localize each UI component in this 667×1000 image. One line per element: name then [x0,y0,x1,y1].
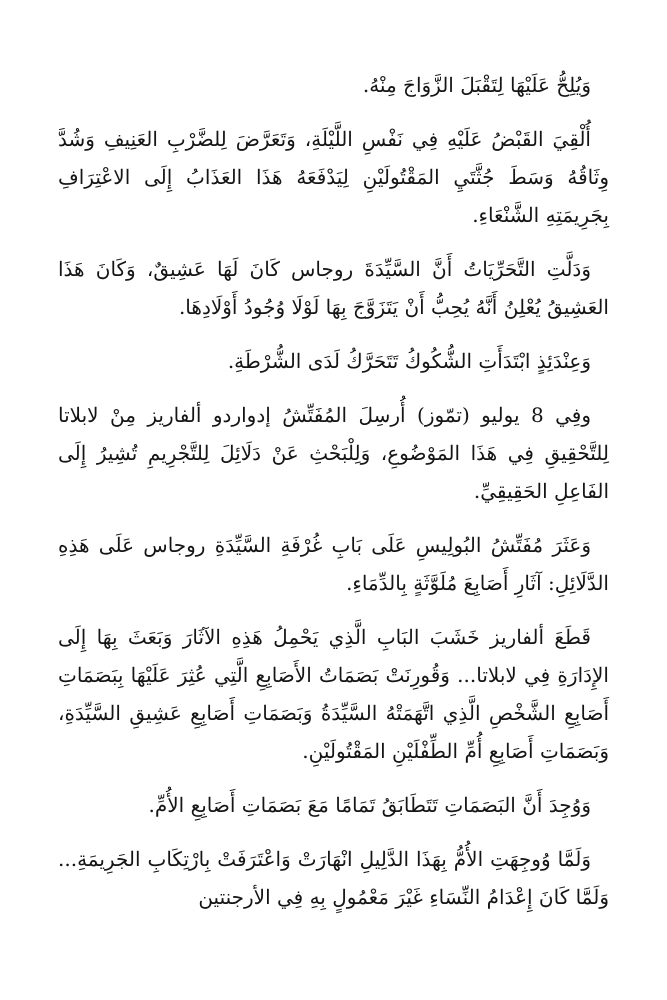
paragraph-3: وَدَلَّتِ التَّحَرِّيَاتُ أَنَّ السَّيِّدَةَ روجاس كَانَ لَهَا عَشِيقٌ، وَكَانَ هَذَا العَشِيقُ يُعْلِنُ أَنَّهُ يُحِبُّ أَنْ يَتَزَوَّجَ بِهَا لَوْلَا وُجُودُ أَوْلَادِهَا. [58,257,609,319]
paragraph-9: وَلَمَّا وُوجِهَتِ الأُمُّ بِهَذَا الدَّلِيلِ انْهَارَتْ وَاعْتَرَفَتْ بِارْتِكَابِ الجَرِيمَةِ... وَلَمَّا كَانَ إِعْدَامُ النِّسَاءِ غَيْرَ مَعْمُولٍ بِهِ فِي الأرجنتين [58,847,609,909]
paragraph-2: أُلْقِيَ القَبْضُ عَلَيْهِ فِي نَفْسِ اللَّيْلَةِ، وَتَعَرَّضَ لِلضَّرْبِ العَنِيفِ وَشُدَّ وِثَاقُهُ وَسَطَ جُثَّتَيِ المَقْتُولَيْنِ لِيَدْفَعَهُ هَذَا العَذَابُ إِلَى الاعْتِرَافِ بِجَرِيمَتِهِ الشَّنْعَاءِ. [58,127,609,227]
paragraph-5: وفِي 8 يوليو (تمّوز) أُرسِلَ المُفَتِّشُ إدواردو ألفاريز مِنْ لابلاتا لِلتَّحْقِيقِ فِي هَذَا المَوْضُوعِ، وَلِلْبَحْثِ عَنْ دَلَائِلَ لِلتَّجْرِيمِ تُشِيرُ إِلَى الفَاعِلِ الحَقِيقِيِّ. [58,403,609,503]
paragraph-7: قَطَعَ ألفاريز خَشَبَ البَابِ الَّذِي يَحْمِلُ هَذِهِ الآثَارَ وَبَعَثَ بِهَا إِلَى الإِدَارَةِ فِي لابلاتا... وَقُورِنَتْ بَصَمَاتُ الأَصَابِعِ الَّتِي عُثِرَ عَلَيْهَا بِبَصَمَاتِ أَصَابِعِ الشَّخْصِ الَّذِي اتَّهَمَتْهُ السَّيِّدَةُ وَبَصَمَاتِ أَصَابِعِ عَشِيقِ السَّيِّدَةِ، وَبَصَمَاتِ أَصَابِعِ أُمِّ الطِّفْلَيْنِ المَقْتُولَيْنِ. [58,625,609,763]
paragraph-1: وَيُلِحُّ عَلَيْهَا لِتَقْبَلَ الزَّوَاجَ مِنْهُ. [362,73,591,97]
paragraph-8: وَوُجِدَ أَنَّ البَصَمَاتِ تَتَطَابَقُ تَمَامًا مَعَ بَصَمَاتِ أَصَابِعِ الأُمِّ. [148,793,591,817]
paragraph-6: وَعَثَرَ مُفَتِّشُ البُولِيسِ عَلَى بَابِ غُرْفَةِ السَّيِّدَةِ روجاس عَلَى هَذِهِ الدَّلَائِلِ: آثَارِ أَصَابِعَ مُلَوَّثَةٍ بِالدِّمَاءِ. [58,533,609,595]
book-page-text [58,66,609,932]
paragraph-4: وَعِنْدَئِذٍ ابْتَدَأَتِ الشُّكُوكُ تَتَحَرَّكُ لَدَى الشُّرْطَةِ. [227,349,591,373]
